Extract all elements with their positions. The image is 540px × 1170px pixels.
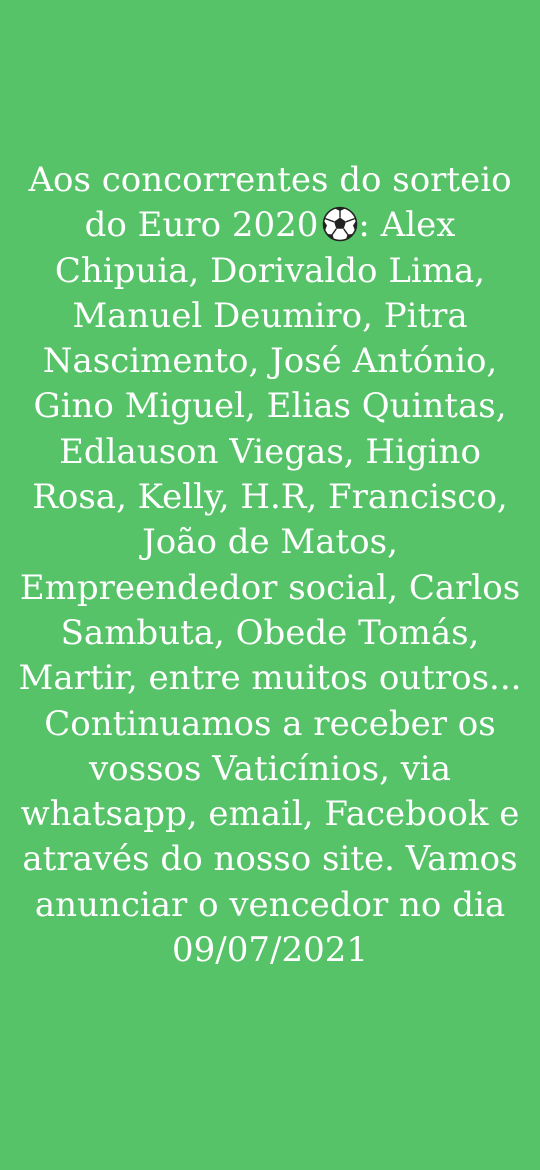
status-text xyxy=(14,158,526,973)
soccer-ball-icon xyxy=(322,206,358,242)
status-text-intro: Aos concorrentes do sorteio do Euro 2020 xyxy=(28,160,512,246)
status-text-body: : Alex Chipuia, Dorivaldo Lima, Manuel Deumiro, Pitra Nascimento, José António, Gino Miguel, Elias Quintas, Edlauson Viegas, Higino Rosa, Kelly, H.R, Francisco, João de Matos, Empreendedor social, Carlos Sambuta, Obede Tomás, Martir, entre muitos outros... Continuamos a receber os vossos Vaticínios, via whatsapp, email, Facebook e através do nosso site. Vamos anunciar o vencedor no dia 09/07/2021 xyxy=(18,205,522,971)
